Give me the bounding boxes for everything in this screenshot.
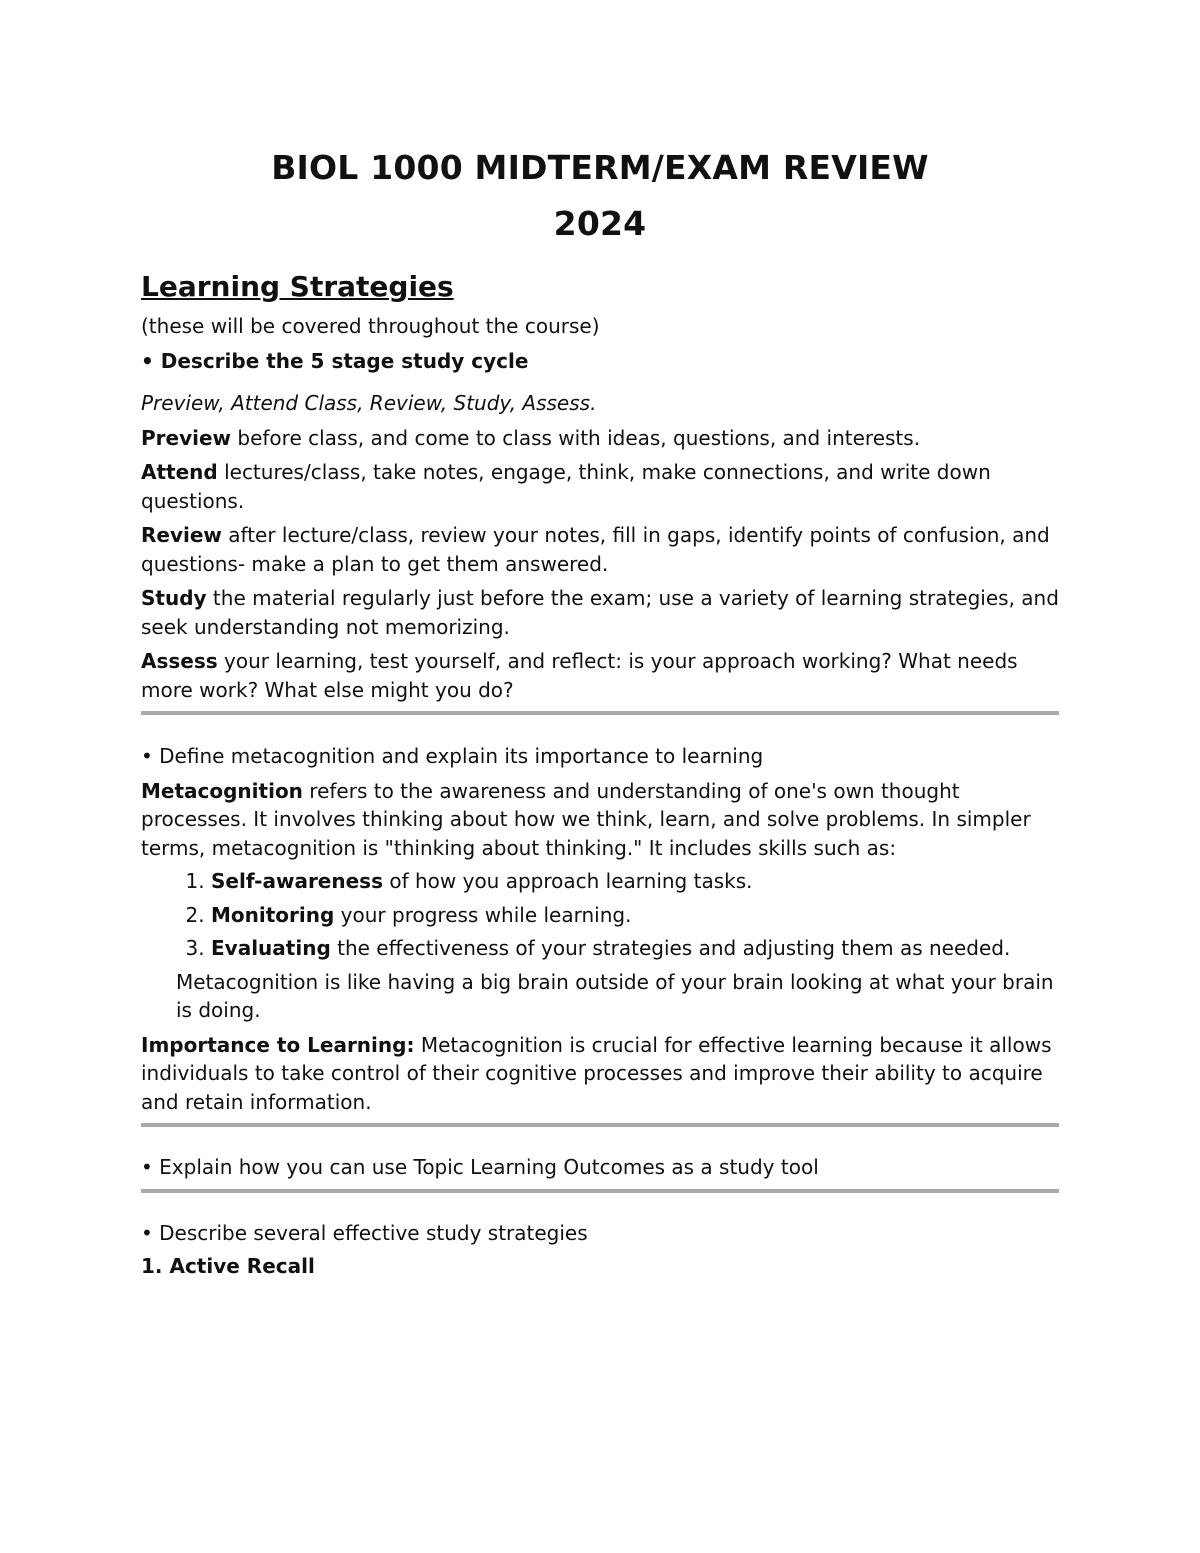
divider bbox=[141, 711, 1059, 715]
metacognition-analogy: Metacognition is like having a big brain outside of your brain looking at what your brain is doing. bbox=[176, 969, 1054, 1022]
skill-item bbox=[211, 934, 1059, 963]
skill-item bbox=[211, 867, 1059, 896]
stage-term: Study bbox=[141, 586, 207, 610]
title-line-2: 2024 bbox=[553, 204, 647, 243]
skills-list bbox=[141, 867, 1059, 963]
strategy-heading: 1. Active Recall bbox=[141, 1254, 315, 1278]
skill-text: of how you approach learning tasks. bbox=[382, 869, 753, 893]
title-line-1: BIOL 1000 MIDTERM/EXAM REVIEW bbox=[271, 148, 929, 187]
divider bbox=[141, 1189, 1059, 1193]
stage-text: lectures/class, take notes, engage, think, make connections, and write down questions. bbox=[141, 460, 991, 513]
importance-paragraph bbox=[141, 1031, 1059, 1117]
definition-text: refers to the awareness and understanding of one's own thought processes. It involves thinking about how we think, learn, and solve problems. In simpler terms, metacognition is "thinking about thinking." It includes skills such as: bbox=[141, 778, 1031, 860]
skill-item bbox=[211, 901, 1059, 930]
stage-term: Preview bbox=[141, 425, 232, 450]
document-page bbox=[141, 140, 1059, 1281]
skill-term: Self-awareness bbox=[211, 869, 383, 893]
strategies-bullet: • Describe several effective study strategies bbox=[141, 1220, 588, 1245]
stage-term: Assess bbox=[141, 649, 218, 673]
stage-review bbox=[141, 521, 1059, 578]
importance-term: Importance to Learning: bbox=[141, 1032, 415, 1057]
divider bbox=[141, 1123, 1059, 1127]
stage-term: Review bbox=[141, 523, 222, 547]
skill-text: your progress while learning. bbox=[334, 902, 632, 927]
stage-term: Attend bbox=[141, 460, 218, 484]
metacognition-term: Metacognition bbox=[141, 778, 303, 803]
study-cycle-bullet: • Describe the 5 stage study cycle bbox=[141, 348, 529, 373]
skill-term: Monitoring bbox=[211, 902, 335, 927]
stage-attend bbox=[141, 458, 1059, 515]
stage-preview bbox=[141, 424, 1059, 453]
topic-outcomes-bullet: • Explain how you can use Topic Learning Outcomes as a study tool bbox=[141, 1155, 819, 1179]
stage-study bbox=[141, 584, 1059, 641]
stage-assess bbox=[141, 647, 1059, 704]
skill-term: Evaluating bbox=[211, 936, 331, 960]
stage-text: your learning, test yourself, and reflect: is your approach working? What needs more work? What else might you do? bbox=[141, 649, 1018, 702]
stage-text: before class, and come to class with ideas, questions, and interests. bbox=[231, 425, 921, 450]
study-cycle-stages: Preview, Attend Class, Review, Study, Assess. bbox=[141, 391, 597, 415]
skill-text: the effectiveness of your strategies and adjusting them as needed. bbox=[330, 936, 1011, 960]
section-heading: Learning Strategies bbox=[141, 270, 454, 303]
stage-text: the material regularly just before the exam; use a variety of learning strategies, and seek understanding not memorizing. bbox=[141, 586, 1059, 639]
metacognition-bullet: • Define metacognition and explain its importance to learning bbox=[141, 744, 764, 768]
stage-text: after lecture/class, review your notes, fill in gaps, identify points of confusion, and questions- make a plan to get them answered. bbox=[141, 523, 1050, 576]
document-title bbox=[141, 140, 1059, 252]
metacognition-definition bbox=[141, 777, 1059, 863]
importance-text: Metacognition is crucial for effective learning because it allows individuals to take control of their cognitive processes and improve their ability to acquire and retain information. bbox=[141, 1032, 1052, 1114]
section-note: (these will be covered throughout the course) bbox=[141, 314, 600, 338]
